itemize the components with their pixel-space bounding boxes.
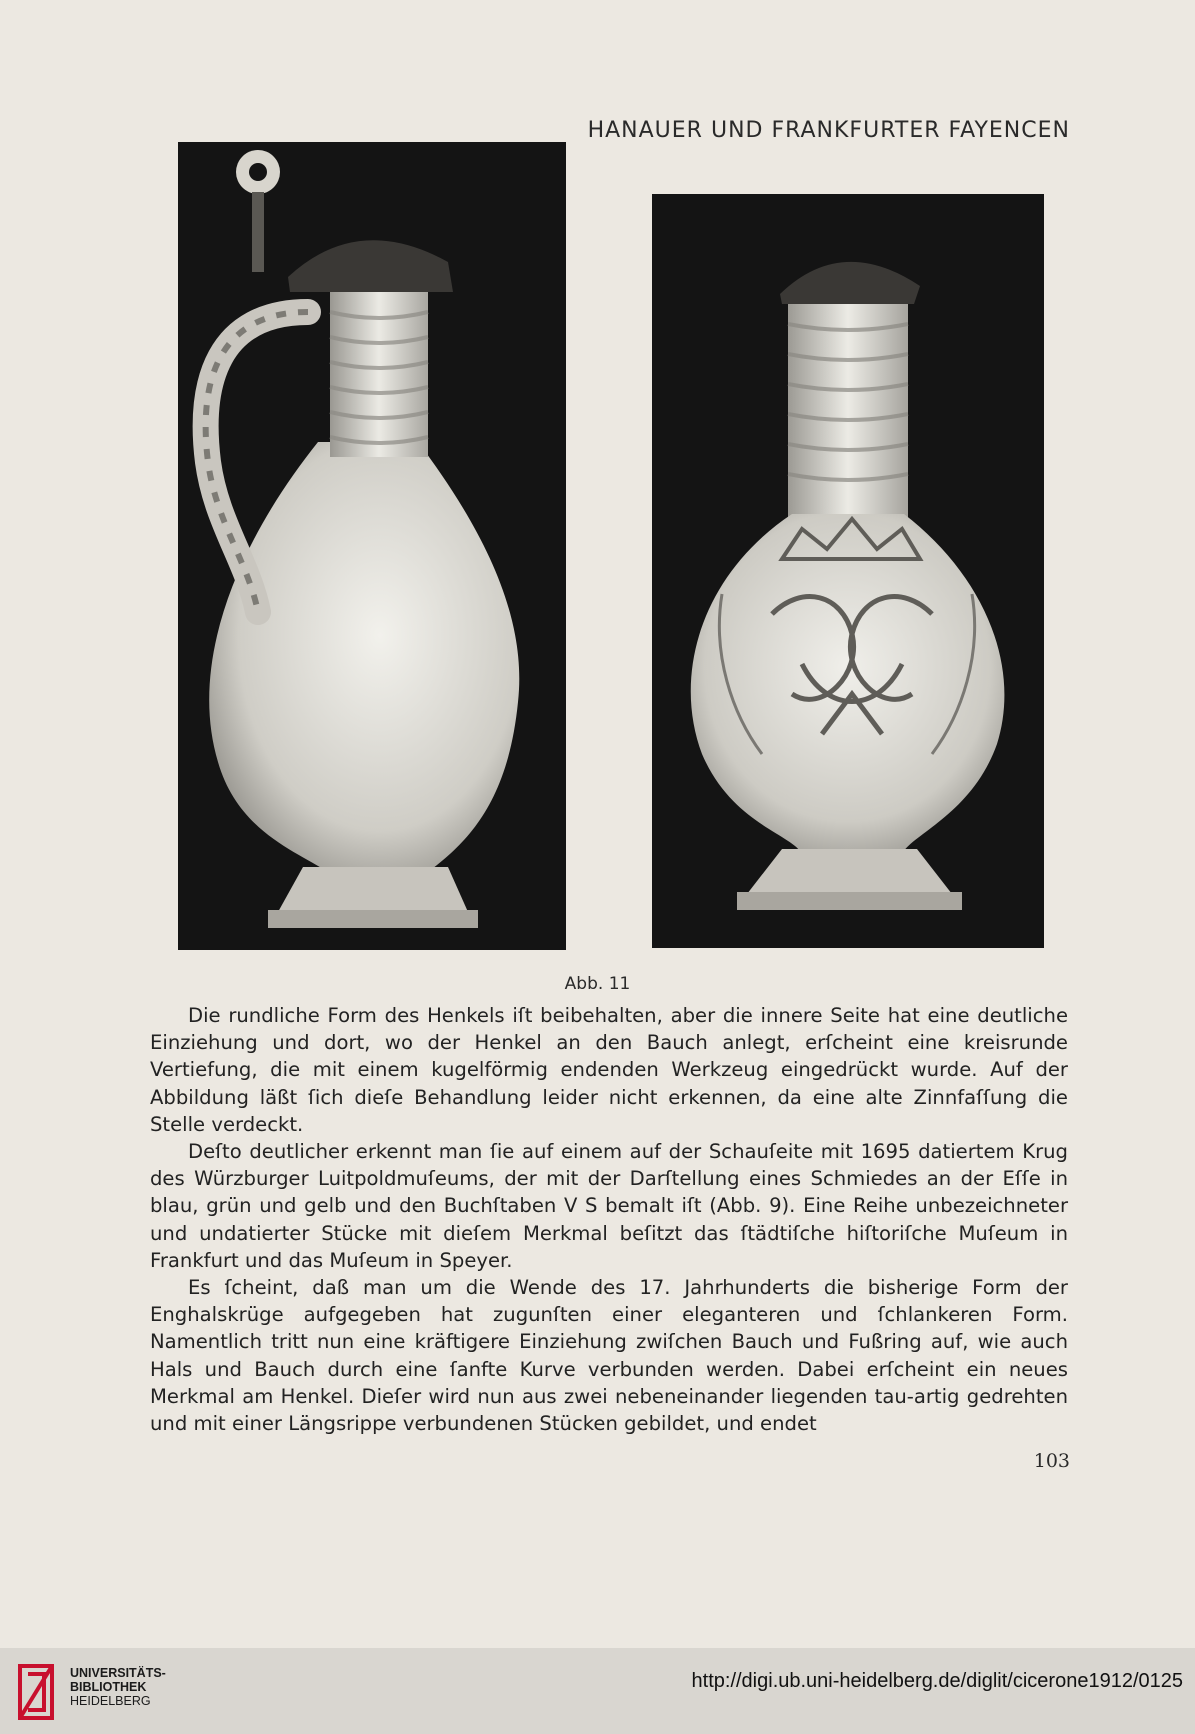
running-head: HANAUER UND FRANKFURTER FAYENCEN: [587, 118, 1070, 143]
library-name-line2: BIBLIOTHEK: [70, 1680, 147, 1694]
paragraph: Es ſcheint, daß man um die Wende des 17. Jahrhunderts die bisherige Form der Enghalskrüge aufgegeben hat zugunſten einer eleganteren und ſchlankeren Form. Namentlich tritt nun eine kräftigere Einziehung zwiſchen Bauch und Fußring auf, wie auch Hals und Bauch durch eine ſanfte Kurve verbunden werden. Dabei erſcheint ein neues Merkmal am Henkel. Dieſer wird nun aus zwei nebeneinander liegenden tau-artig gedrehten und mit einer Längsrippe verbundenen Stücken gebildet, und endet: [150, 1276, 1068, 1436]
body-text: [150, 1002, 1068, 1437]
library-logo-icon: [14, 1658, 60, 1724]
library-name: [70, 1666, 166, 1708]
jug-photo-right: [652, 194, 1044, 948]
library-name-line1: UNIVERSITÄTS-: [70, 1666, 166, 1680]
digitization-footer: [0, 1648, 1195, 1734]
permalink-url[interactable]: http://digi.ub.uni-heidelberg.de/diglit/cicerone1912/0125: [691, 1670, 1183, 1692]
paragraph: Deſto deutlicher erkennt man ſie auf einem auf der Schauſeite mit 1695 datiertem Krug des Würzburger Luitpoldmuſeums, der mit der Darſtellung eines Schmiedes an der Eſſe in blau, grün und gelb und den Buchſtaben V S bemalt iſt (Abb. 9). Eine Reihe unbezeichneter und undatierter Stücke mit dieſem Merkmal beſitzt das ſtädtiſche hiſtoriſche Muſeum in Frankfurt und das Muſeum in Speyer.: [150, 1140, 1068, 1272]
page-number: 103: [1033, 1450, 1070, 1472]
paragraph: Die rundliche Form des Henkels iſt beibehalten, aber die innere Seite hat eine deutliche Einziehung und dort, wo der Henkel an den Bauch anlegt, erſcheint eine kreisrunde Vertiefung, die mit einem kugelförmig endenden Werkzeug eingedrückt wurde. Auf der Abbildung läßt ſich dieſe Behandlung leider nicht erkennen, da eine alte Zinnfaſſung die Stelle verdeckt.: [150, 1004, 1068, 1136]
library-name-line3: HEIDELBERG: [70, 1694, 151, 1708]
figure-caption: Abb. 11: [564, 974, 631, 994]
jug-photo-left: [178, 142, 566, 950]
